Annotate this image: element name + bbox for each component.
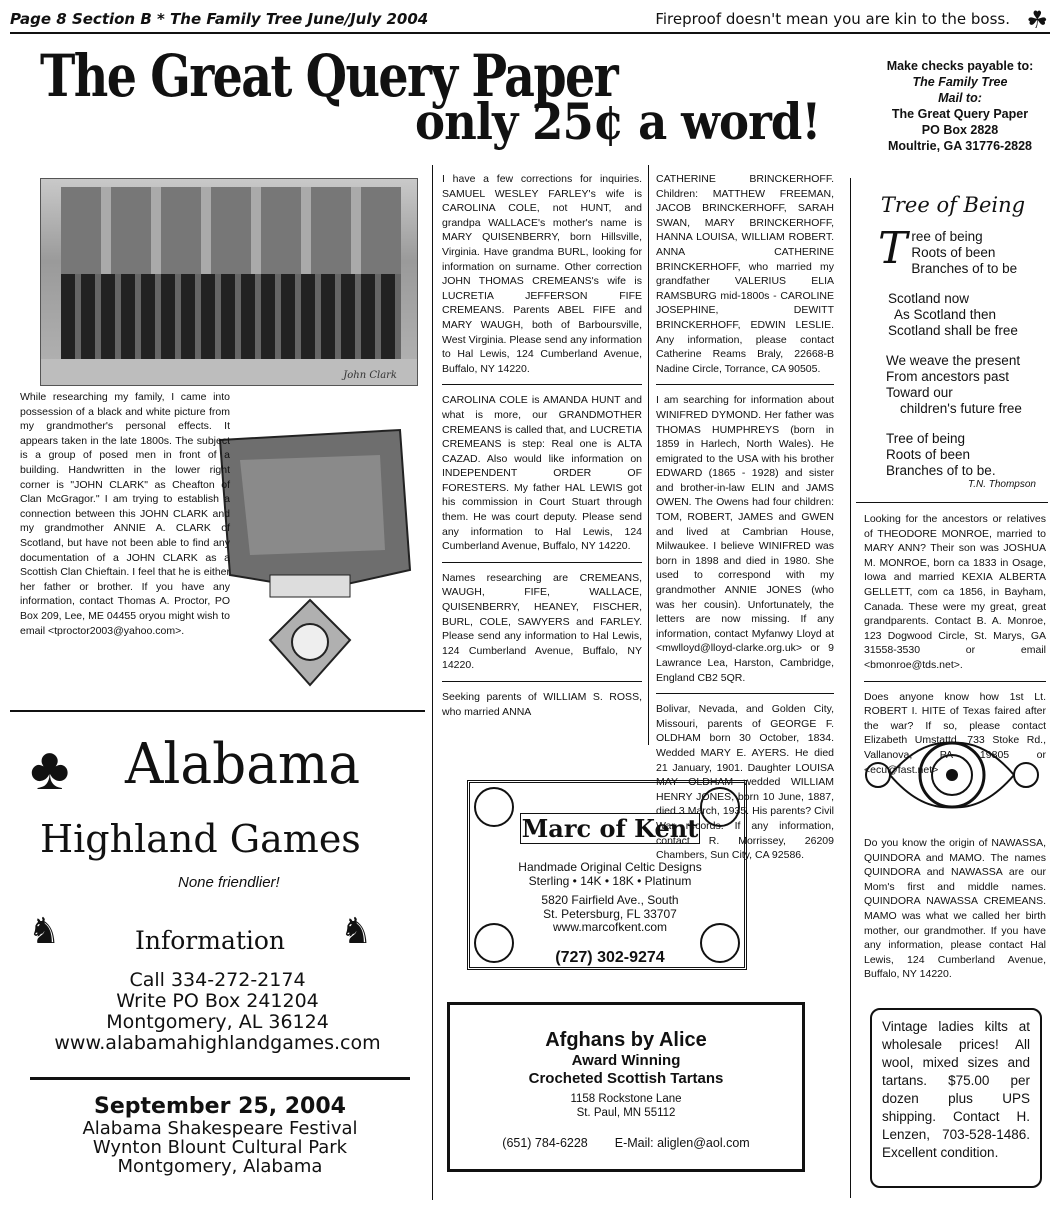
payment-line: The Great Query Paper bbox=[891, 107, 1029, 121]
lion-rampant-icon: ♞ bbox=[340, 910, 373, 951]
ad-title: Marc of Kent bbox=[521, 814, 699, 843]
poem-dropcap: T bbox=[878, 223, 908, 274]
payment-payee: The Family Tree bbox=[912, 75, 1008, 89]
poem-line: Toward our bbox=[886, 385, 953, 400]
photo-signature: John Clark bbox=[343, 370, 397, 381]
payment-info bbox=[870, 58, 1050, 154]
query-cole: CAROLINA COLE is AMANDA HUNT and what is more, our GRANDMOTHER CREMEANS is called that, and LUCRETIA CREMEANS is step: Real one is ALTA CAZAD. Also would like information on INDEPENDENT ORDER OF FORESTERS. My father HAL LEWIS got his commission in Court Stuart through them. He was court deputy. Please send any information to Hal Lewis, 124 Cumberland Avenue, Buffalo, NY 14220. bbox=[442, 394, 642, 553]
ad-line: Handmade Original Celtic Designs bbox=[518, 860, 702, 874]
ad-date: September 25, 2004 bbox=[94, 1094, 346, 1119]
ad-title: Afghans by Alice bbox=[545, 1029, 707, 1051]
poem-tree-of-being bbox=[858, 178, 1048, 498]
query-monroe: Looking for the ancestors or relatives of THEODORE MONROE, married to MARY ANN? Their son was JOSHUA M. MONROE, born ca 1833 in Osage, Iowa and married KEXIA ALBERTA GELLETT, com ca 1856, in Bayham, Canada. These were my great, great grandparents. Contact B. A. Monroe, 123 Dogwood Circle, St. Marys, GA 31558-3530 or email <bmonroe@tds.net>. bbox=[864, 513, 1046, 671]
column-3 bbox=[656, 172, 834, 863]
poem-line: Branches of to be. bbox=[886, 463, 996, 478]
ad-contact bbox=[10, 970, 425, 1054]
query-farley: I have a few corrections for inquiries. SAMUEL WESLEY FARLEY's wife is CAROLINA COLE, not HUNT, and grandpa WALLACE's mother's name is MARY QUISENBERRY, born Hillsville, Virginia. Have grandma BURL, looking for information on surname. Other correction JOHN THOMAS CREMEANS's wife is LUCRETIA JEFFERSON FIFE CREMEANS. Parents ABEL FIFE and MARY WAUGH, both of Barboursville, West Virginia. Please send any information to Hal Lewis, 124 Cumberland Avenue, Buffalo, NY 14220. bbox=[442, 173, 642, 375]
poem-line: We weave the present bbox=[886, 353, 1021, 368]
column-divider bbox=[432, 165, 433, 1200]
ad-phone: (651) 784-6228 bbox=[502, 1136, 588, 1150]
divider bbox=[442, 562, 642, 563]
column-divider bbox=[850, 178, 851, 1198]
column-2 bbox=[442, 172, 642, 719]
ad-address: 1158 Rockstone Lane bbox=[570, 1093, 682, 1105]
ad-event bbox=[30, 1077, 410, 1176]
ad-body bbox=[470, 861, 750, 935]
poem-line: From ancestors past bbox=[886, 369, 1010, 384]
ad-website: www.alabamahighlandgames.com bbox=[54, 1032, 381, 1054]
query-names: Names researching are CREMEANS, WAUGH, FIFE, WALLACE, QUISENBERRY, HEANEY, FISCHER, BURL, COLE, SAWYERS and FARLEY. Please send any information to Hal Lewis, 124 Cumberland Avenue, Buffalo, NY 14220. bbox=[442, 571, 642, 672]
ad-email: E-Mail: aliglen@aol.com bbox=[614, 1136, 750, 1150]
poem-line: children's future free bbox=[900, 401, 1022, 416]
payment-line: Make checks payable to: bbox=[886, 59, 1034, 73]
photo-men bbox=[61, 274, 401, 369]
masthead-subtitle: only 25¢ a word! bbox=[415, 92, 821, 151]
poem-line: Scotland shall be free bbox=[888, 323, 1018, 338]
ad-phone: Call 334-272-2174 bbox=[129, 969, 306, 991]
divider bbox=[856, 502, 1048, 503]
page-header-left: Page 8 Section B * The Family Tree June/July 2004 bbox=[10, 10, 429, 28]
celtic-ornament-icon bbox=[858, 730, 1046, 820]
poem-line: Scotland now bbox=[888, 291, 970, 306]
page-header bbox=[10, 6, 1050, 34]
query-clark: While researching my family, I came into possession of a black and white picture from my grandmother's personal effects. It appears taken in the late 1800s. The subject is a group of posed men in front of a building. Handwritten in the lower right corner is "JOHN CLARK" as Cheafton of Clan McGragor." I am trying to establish a connection between this JOHN CLARK and my grandmother ANNIE A. CLARK of Scotland, but have not been able to find any documentation of a JOHN CLARK as a Scottish Clan Chieftain. I feel that he is either her father or brother. If you have any information, contact Thomas A. Proctor, PO Box 209, Lee, ME 04455 oryou might wish to email <tproctor2003@yahoo.com>. bbox=[20, 391, 230, 637]
poem-line: Roots of been bbox=[886, 447, 971, 462]
divider bbox=[656, 384, 834, 385]
ad-tagline: None friendlier! bbox=[178, 874, 280, 891]
ad-website: www.marcofkent.com bbox=[552, 920, 668, 935]
column-divider bbox=[648, 165, 649, 745]
ad-title: Alabama bbox=[125, 732, 361, 797]
poem-line: Roots of been bbox=[911, 245, 996, 260]
group-photo bbox=[40, 178, 418, 386]
divider bbox=[442, 384, 642, 385]
ad-venue: Montgomery, Alabama bbox=[117, 1156, 323, 1177]
poem-line: As Scotland then bbox=[894, 307, 997, 322]
ad-vintage-kilts: Vintage ladies kilts at wholesale prices! All wool, mixed sizes and tartans. $75.00 per dozen plus UPS shipping. Contact H. Lenzen, 703-528-1486. Excellent condition. bbox=[870, 1008, 1042, 1188]
celtic-knot-icon bbox=[700, 787, 740, 827]
poem-line: Branches of to be bbox=[911, 261, 1018, 276]
divider bbox=[656, 693, 834, 694]
query-hite: Does anyone know how 1st Lt. ROBERT I. HITE of Texas faired after the war? If so, please contact Elizabeth Umstattd, 733 Stoke Rd., Vallanova, PA 19805 or <ecu@fast.net> bbox=[864, 690, 1046, 776]
payment-line: PO Box 2828 bbox=[921, 123, 999, 137]
clan-medal-image bbox=[200, 400, 420, 700]
ad-city: St. Petersburg, FL 33707 bbox=[543, 906, 677, 921]
ad-venue: Wynton Blount Cultural Park bbox=[92, 1137, 348, 1158]
query-brinckerhoff: CATHERINE BRINCKERHOFF. Children: MATTHEW FREEMAN, JACOB BRINCKERHOFF, SARAH SWAN, MARY BRINCKERHOFF, HANNA LOUISA, WILLIAM ROBERT. ANNA CATHERINE BRINCKERHOFF, who married my grandfather VALERIUS ELIA RAMSBURG mid-1800s - CAROLINE JOSEPHINE, DEWITT BRINCKERHOFF, EDWIN LESLIE. Any information, please contact Catherine Reams Braly, 22668-B Nadine Circle, Torrance, CA 90505. bbox=[656, 173, 834, 375]
ad-subtitle: Highland Games bbox=[40, 817, 361, 861]
ad-address: 5820 Fairfield Ave., South bbox=[541, 893, 679, 908]
poem-line: ree of being bbox=[911, 229, 983, 244]
query-nawassa: Do you know the origin of NAWASSA, QUINDORA and MAMO. The names QUINDORA and NAWASSA are our Mom's first and middle names. QUINDORA NAWASSA CREMEANS. MAMO was what we called her birth mother, our grandmother. If you have any information, please contact Hal Lewis, 124 Cumberland Avenue, Buffalo, NY 14220. bbox=[864, 837, 1046, 981]
divider bbox=[864, 681, 1046, 682]
ad-line: Award Winning bbox=[571, 1052, 681, 1069]
ad-line: Crocheted Scottish Tartans bbox=[528, 1070, 724, 1087]
poem-author: T.N. Thompson bbox=[968, 479, 1036, 490]
ad-alabama-highland-games bbox=[10, 710, 425, 1200]
query-ross: Seeking parents of WILLIAM S. ROSS, who married ANNA bbox=[442, 691, 642, 718]
ad-city: Montgomery, AL 36124 bbox=[106, 1011, 329, 1033]
payment-line: Mail to: bbox=[938, 91, 982, 105]
thistle-lion-icon: ♣ bbox=[30, 735, 70, 802]
query-oldham: Bolivar, Nevada, and Golden City, Missouri, parents of GEORGE F. OLDHAM born 30 October, 1834. Wedded MARY E. AYERS. He died 21 January, 1901. Daughter LOUISA MAY OLDHAM wedded WILLIAM HENRY JONES, born 10 June, 1887, died 3 March, 1935. His parents? Civil War records. If any information, contact R. Morrissey, 26209 Chambers, Sun City, CA 92586. bbox=[656, 703, 834, 862]
ad-contact bbox=[450, 1136, 802, 1150]
divider bbox=[442, 681, 642, 682]
ad-address: Write PO Box 241204 bbox=[116, 990, 319, 1012]
lion-rampant-icon: ♞ bbox=[28, 910, 61, 951]
poem-line: Tree of being bbox=[886, 431, 966, 446]
ad-venue: Alabama Shakespeare Festival bbox=[82, 1118, 358, 1139]
ad-info-heading: Information bbox=[135, 926, 286, 955]
payment-line: Moultrie, GA 31776-2828 bbox=[887, 139, 1033, 153]
ad-line: Sterling • 14K • 18K • Platinum bbox=[528, 873, 692, 888]
celtic-knot-icon bbox=[474, 787, 514, 827]
ad-marc-of-kent bbox=[467, 780, 747, 970]
ad-afghans-by-alice bbox=[447, 1002, 805, 1172]
ad-phone: (727) 302-9274 bbox=[555, 949, 665, 966]
masthead-title: The Great Query Paper bbox=[40, 42, 618, 110]
poem-title: Tree of Being bbox=[880, 193, 1026, 217]
clover-icon: ☘ bbox=[1026, 7, 1048, 34]
query-dymond: I am searching for information about WINIFRED DYMOND. Her father was THOMAS HUMPHREYS (born in 1859 in Harlech, North Wales). He emigrated to the USA with his brother EDWARD (1865 - 1928) and sister and brother-in-law ELIN and JAMS OWEN. The Owens had four children: TOM, ROBERT, JAMES and GWEN and lived at Cambrian House, Milwaukee. I believe WINIFRED was born in 1898 and died in 1980. She used to correspond with my grandmother ANNIE JONES (who was her cousin). Unfortunately, the letters are now missing. If any information, contact Myfanwy Lloyd at <mwlloyd@lloyd-clarke.org.uk> or 9 Lawrance Lea, Harston, Cambridge, England CB2 5QR. bbox=[656, 394, 834, 684]
ad-city: St. Paul, MN 55112 bbox=[576, 1107, 676, 1119]
page-header-right: Fireproof doesn't mean you are kin to the boss. bbox=[655, 10, 1010, 28]
